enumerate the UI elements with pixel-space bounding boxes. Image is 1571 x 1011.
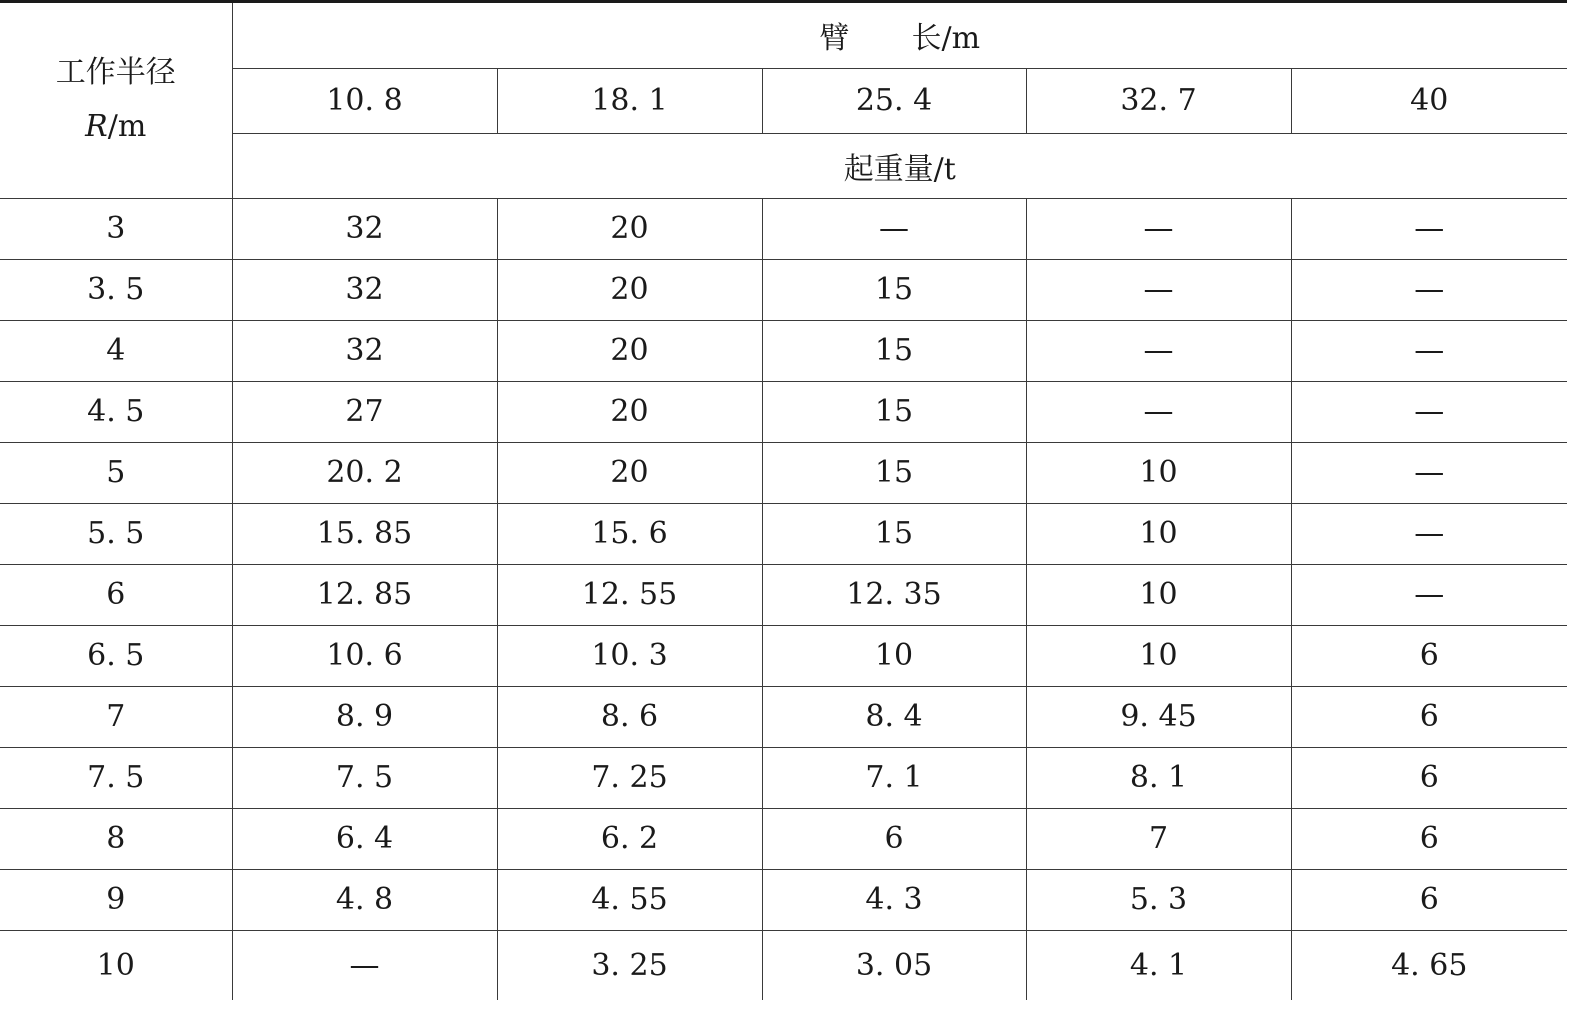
capacity-cell: 3. 25 [497,930,762,1000]
arm-length-cell: 18. 1 [497,68,762,133]
capacity-cell: — [1291,564,1567,625]
capacity-cell: — [1291,442,1567,503]
capacity-cell: 10 [1026,442,1291,503]
capacity-cell: 7. 5 [232,747,497,808]
capacity-cell: 4. 8 [232,869,497,930]
capacity-cell: — [1291,381,1567,442]
capacity-cell: 32 [232,198,497,259]
capacity-cell: 15. 6 [497,503,762,564]
working-radius-cell: 7. 5 [0,747,232,808]
header-row-capacity [0,133,1567,198]
working-radius-cell: 6. 5 [0,625,232,686]
working-radius-cell: 3 [0,198,232,259]
working-radius-unit [0,100,232,154]
arm-length-cell: 32. 7 [1026,68,1291,133]
capacity-cell: 7 [1026,808,1291,869]
capacity-cell: 10 [762,625,1026,686]
capacity-cell: 6. 4 [232,808,497,869]
capacity-cell: — [1291,320,1567,381]
arm-length-cell: 10. 8 [232,68,497,133]
capacity-cell: 15 [762,503,1026,564]
capacity-cell: — [1026,381,1291,442]
capacity-cell: 20 [497,198,762,259]
capacity-cell: 10. 6 [232,625,497,686]
working-radius-cell: 10 [0,930,232,1000]
capacity-cell: 15 [762,320,1026,381]
capacity-cell: — [1026,259,1291,320]
capacity-cell: 6 [762,808,1026,869]
table-row [0,625,1567,686]
capacity-cell: 10 [1026,564,1291,625]
capacity-cell: 20 [497,259,762,320]
capacity-cell: 8. 4 [762,686,1026,747]
capacity-cell: 27 [232,381,497,442]
table-row [0,198,1567,259]
capacity-cell: 6 [1291,747,1567,808]
working-radius-cell: 4. 5 [0,381,232,442]
table-row [0,320,1567,381]
capacity-cell: 3. 05 [762,930,1026,1000]
capacity-cell: 20 [497,442,762,503]
capacity-cell: 5. 3 [1026,869,1291,930]
capacity-cell: 4. 1 [1026,930,1291,1000]
working-radius-cell: 7 [0,686,232,747]
capacity-cell: 6 [1291,686,1567,747]
capacity-cell: 6 [1291,625,1567,686]
capacity-cell: 20 [497,381,762,442]
working-radius-cell: 6 [0,564,232,625]
capacity-cell: 20 [497,320,762,381]
capacity-cell: 8. 6 [497,686,762,747]
capacity-cell: 9. 45 [1026,686,1291,747]
table-row [0,442,1567,503]
arm-length-header-first: 臂 [819,21,850,57]
capacity-cell: 15 [762,442,1026,503]
table-row [0,869,1567,930]
capacity-cell: 8. 9 [232,686,497,747]
capacity-cell: — [762,198,1026,259]
capacity-cell: 10 [1026,503,1291,564]
capacity-cell: — [232,930,497,1000]
capacity-cell: 4. 3 [762,869,1026,930]
table-row [0,686,1567,747]
capacity-cell: 12. 85 [232,564,497,625]
capacity-cell: 7. 25 [497,747,762,808]
capacity-cell: 32 [232,259,497,320]
working-radius-cell: 4 [0,320,232,381]
working-radius-cell: 9 [0,869,232,930]
table-row [0,564,1567,625]
table-row [0,930,1567,1000]
working-radius-label: 工作半径 [55,55,176,91]
lifting-capacity-header: 起重量/t [232,133,1567,198]
capacity-cell: — [1291,198,1567,259]
capacity-cell: 6. 2 [497,808,762,869]
table-row [0,503,1567,564]
working-radius-cell: 5. 5 [0,503,232,564]
capacity-cell: — [1291,503,1567,564]
working-radius-cell: 5 [0,442,232,503]
table-row [0,259,1567,320]
capacity-cell: 32 [232,320,497,381]
table-row [0,747,1567,808]
capacity-cell: 7. 1 [762,747,1026,808]
capacity-cell: 10 [1026,625,1291,686]
working-radius-cell: 8 [0,808,232,869]
crane-capacity-table [0,3,1567,1000]
table-row [0,381,1567,442]
capacity-cell: 20. 2 [232,442,497,503]
capacity-cell: 8. 1 [1026,747,1291,808]
header-row-arm [0,3,1567,68]
arm-length-cell: 25. 4 [762,68,1026,133]
arm-length-cell: 40 [1291,68,1567,133]
arm-length-header [232,3,1567,68]
arm-length-header-second: 长/m [911,21,981,57]
radius-symbol: R [85,109,108,145]
capacity-cell: 12. 55 [497,564,762,625]
capacity-cell: 4. 55 [497,869,762,930]
capacity-cell: 15 [762,381,1026,442]
capacity-cell: 10. 3 [497,625,762,686]
working-radius-cell: 3. 5 [0,259,232,320]
capacity-cell: 6 [1291,869,1567,930]
capacity-cell: — [1291,259,1567,320]
capacity-cell: — [1026,198,1291,259]
working-radius-header [0,3,232,198]
radius-unit: /m [107,109,147,145]
capacity-cell: 12. 35 [762,564,1026,625]
capacity-cell: — [1026,320,1291,381]
header-row-arm-lengths [0,68,1567,133]
capacity-cell: 6 [1291,808,1567,869]
capacity-cell: 4. 65 [1291,930,1567,1000]
capacity-cell: 15 [762,259,1026,320]
table-row [0,808,1567,869]
capacity-cell: 15. 85 [232,503,497,564]
